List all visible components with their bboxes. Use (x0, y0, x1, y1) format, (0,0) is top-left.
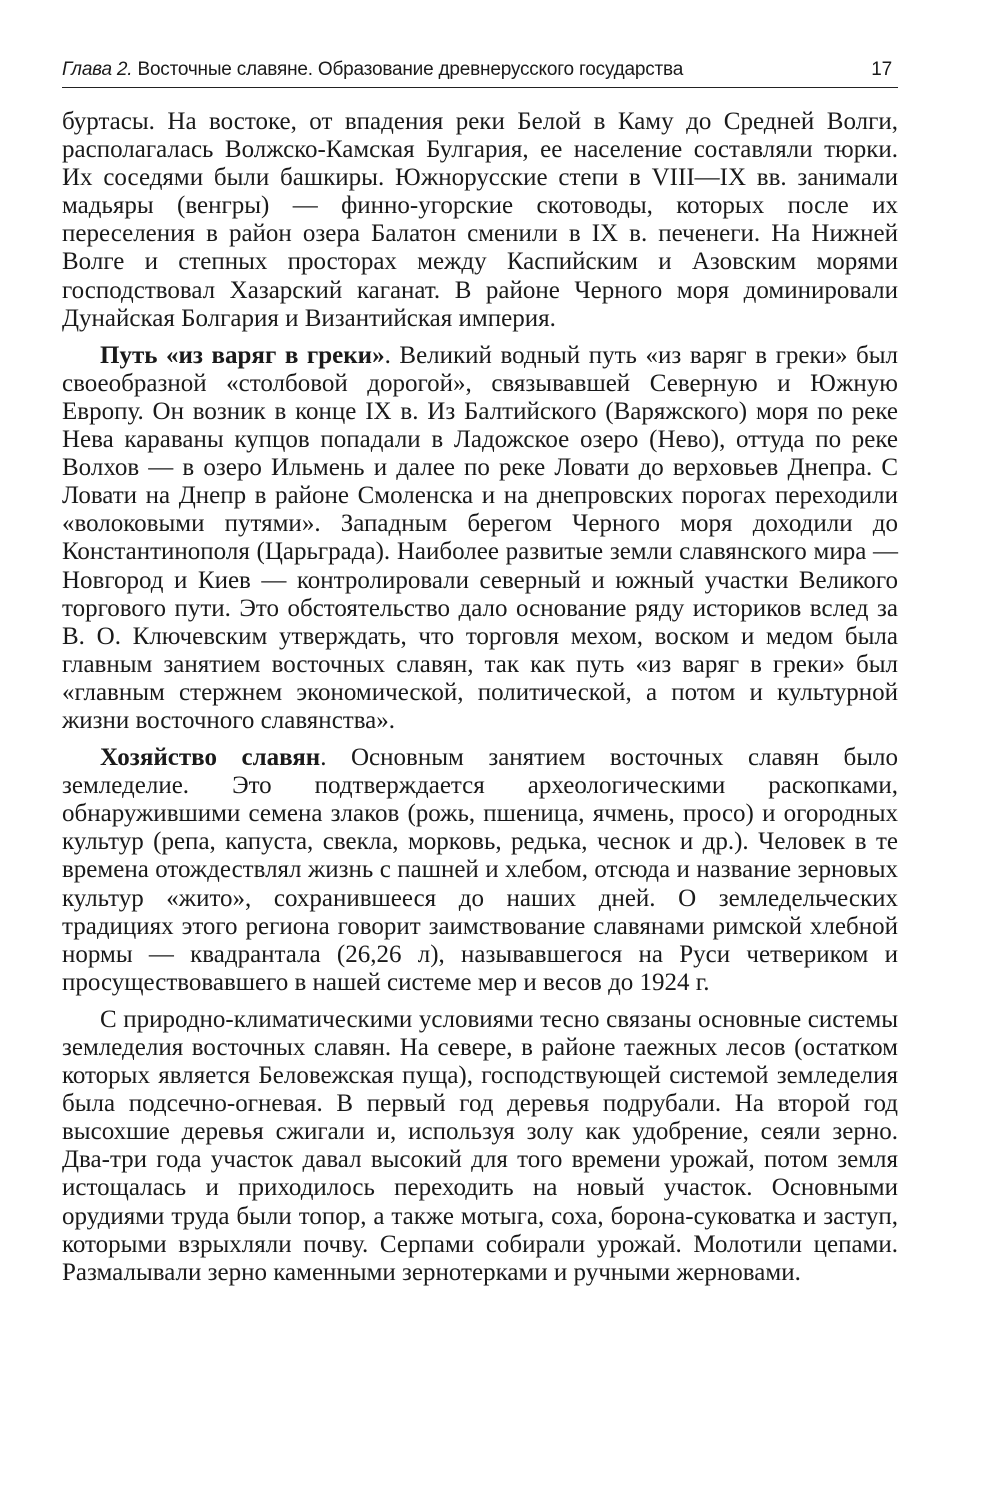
paragraph-economy (62, 744, 898, 997)
paragraph-text: С природно-климатическими условиями тесно связаны основные системы земледелия восточных славян. На севере, в районе таежных лесов (остатком которых является Беловежская пуща), господствующей системой земледелия была подсечно-огневая. В первый год деревья подрубали. На второй год высохшие деревья сжигали и, используя золу как удобрение, сеяли зерно. Два-три года участок давал высокий для того времени урожай, потом земля истощалась и приходилось переходить на новый участок. Основными орудиями труда были топор, а также мотыга, соха, борона-суковатка и заступ, которыми взрыхляли почву. Серпами собирали урожай. Молотили цепами. Размалывали зерно каменными зернотерками и ручными жерновами. (62, 1005, 898, 1286)
body-text (62, 108, 898, 1287)
book-page (62, 58, 898, 1296)
section-lead-economy: Хозяйство славян (100, 744, 321, 772)
paragraph-trade-route (62, 342, 898, 735)
paragraph-text: буртасы. На востоке, от впадения реки Белой в Каму до Средней Волги, располагалась Волжско-Камская Булгария, ее население составляли тюрки. Их соседями были башкиры. Южнорусские степи в VIII—IX вв. занимали мадьяры (венгры) — финно-угорские скотоводы, которых после их переселения в район озера Балатон сменили в IX в. печенеги. На Нижней Волге и степных просторах между Каспийским и Азовским морями господствовал Хазарский каганат. В районе Черного моря доминировали Дунайская Болгария и Византийская империя. (62, 108, 898, 332)
paragraph-text: . Великий водный путь «из варяг в греки» был своеобразной «столбовой дорогой», связывавшей Северную и Южную Европу. Он возник в конце IX в. Из Балтийского (Варяжского) моря по реке Нева караваны купцов попадали в Ладожское озеро (Нево), оттуда по реке Волхов — в озеро Ильмень и далее по реке Ловати до верховьев Днепра. С Ловати на Днепр в районе Смоленска и на днепровских порогах переходили «волоковыми путями». Западным берегом Черного моря доходили до Константинополя (Царьграда). Наиболее развитые земли славянского мира — Новгород и Киев — контролировали северный и южный участки Великого торгового пути. Это обстоятельство дало основание ряду историков вслед за В. О. Ключевским утверждать, что торговля мехом, воском и медом была главным занятием восточных славян, так как путь «из варяг в греки» был «главным стержнем экономической, политической, а потом и культурной жизни восточного славянства». (62, 341, 899, 734)
paragraph-text: . Основным занятием восточных славян было земледелие. Это подтверждается археологическими раскопками, обнаружившими семена злаков (рожь, пшеница, ячмень, просо) и огородных культур (репа, капуста, свекла, морковь, редька, чеснок и др.). Человек в те времена отождествлял жизнь с пашней и хлебом, отсюда и название зерновых культур «жито», сохранившееся до наших дней. О земледельческих традициях этого региона говорит заимствование славянами римской хлебной нормы — квадрантала (26,26 л), называвшегося на Руси четвериком и просуществовавшего в нашей системе мер и весов до 1924 г. (62, 744, 898, 996)
page-number: 17 (871, 59, 892, 80)
chapter-title: Восточные славяне. Образование древнерусского государства (137, 59, 684, 80)
chapter-label: Глава 2. (62, 59, 133, 80)
paragraph-agriculture (62, 1006, 898, 1287)
section-lead-trade-route: Путь «из варяг в греки» (100, 341, 385, 369)
running-header (62, 58, 898, 88)
paragraph-continuation (62, 108, 898, 333)
running-header-title (62, 58, 683, 82)
